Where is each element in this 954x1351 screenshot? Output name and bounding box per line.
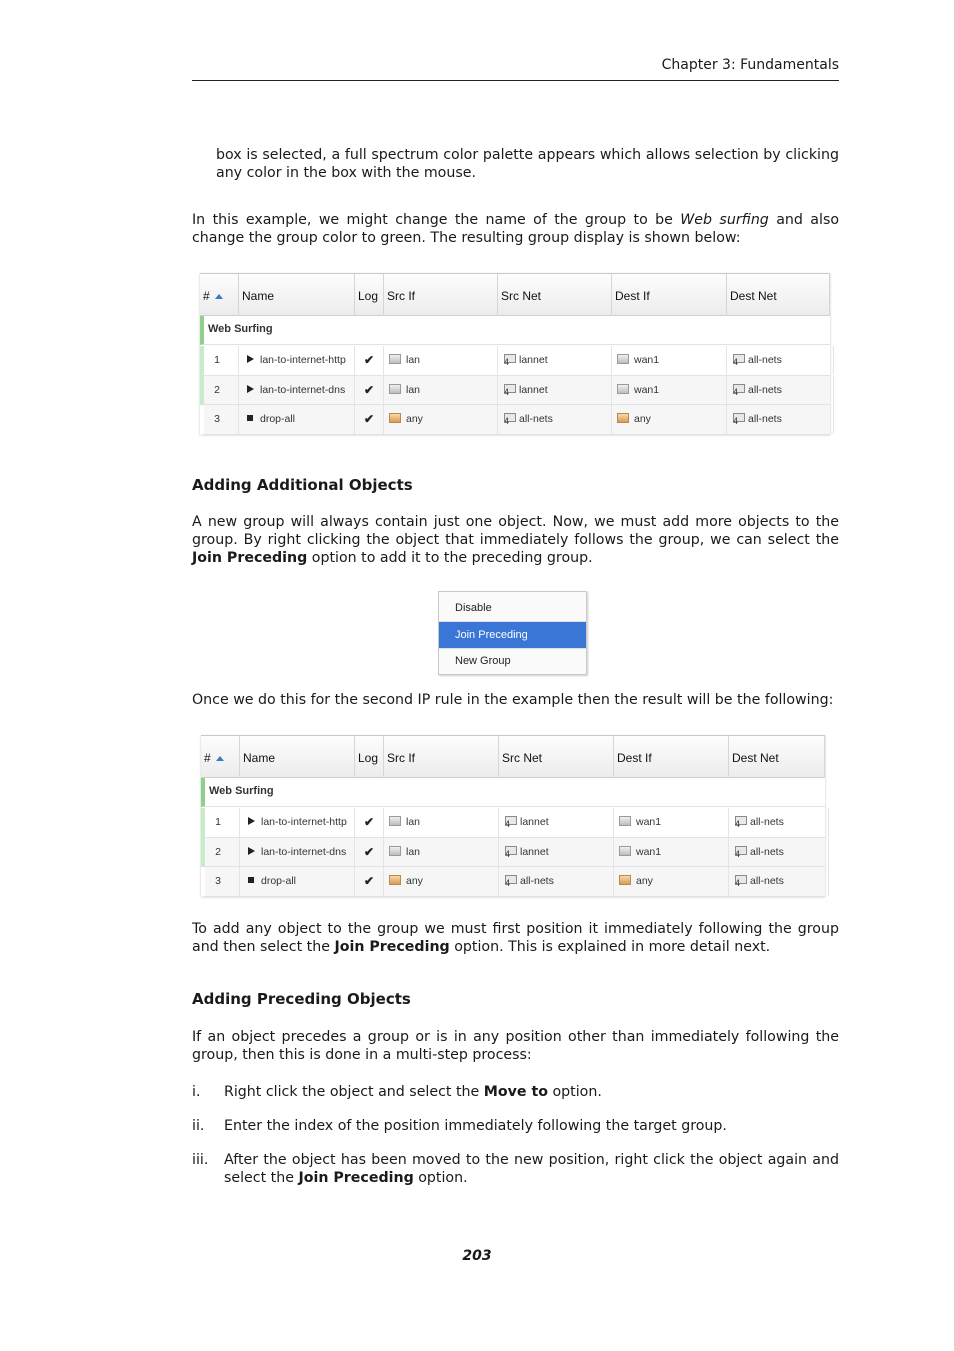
cell-value: all-nets: [519, 413, 553, 425]
cell-value: lannet: [520, 845, 549, 858]
step-bold: Move to: [483, 1084, 548, 1100]
cell-log: [355, 376, 384, 405]
allow-action-icon: [248, 817, 255, 825]
column-header-label: Src If: [387, 751, 416, 765]
example-paragraph: [192, 211, 839, 247]
rule-index: 2: [214, 383, 220, 396]
group-row[interactable]: Web Surfing: [201, 778, 825, 807]
log-check-icon: ✔: [363, 382, 375, 397]
menu-item-new-group[interactable]: New Group: [455, 655, 511, 667]
group-name-italic: Web surfing: [680, 212, 769, 228]
table-header: [200, 274, 830, 316]
interface-icon: [617, 384, 629, 394]
interface-icon: [389, 816, 401, 826]
rule-name: lan-to-internet-dns: [261, 845, 347, 858]
page-number: 203: [462, 1248, 492, 1264]
cell-log: [355, 405, 384, 434]
column-header-label: Src Net: [501, 289, 542, 303]
cell-log: [355, 838, 384, 867]
column-header[interactable]: [729, 736, 825, 778]
network-address-icon: [734, 846, 746, 857]
table-row[interactable]: [200, 405, 830, 435]
column-header[interactable]: [727, 274, 830, 316]
step-text-before: After the object has been moved to the new position, right click the object again and select the: [224, 1152, 839, 1186]
interface-icon: [617, 413, 629, 423]
rule-table-2: [201, 735, 825, 896]
column-header-label: Name: [242, 289, 275, 303]
cell-value: all-nets: [748, 354, 782, 366]
add-text-after: option. This is explained in more detail next.: [449, 939, 771, 955]
network-address-icon: [504, 875, 516, 886]
column-header-label: Dest Net: [730, 289, 777, 303]
cell-dest-if: [614, 867, 729, 896]
rule-index: 1: [215, 816, 221, 828]
cell-value: any: [406, 875, 423, 887]
cell-num: [200, 346, 239, 375]
example-text-before: In this example, we might change the name of the group to be: [192, 212, 681, 228]
cell-value: lan: [406, 383, 421, 396]
cell-name: [239, 405, 355, 434]
cell-log: [355, 808, 384, 837]
cell-value: wan1: [634, 383, 660, 396]
cell-dest-if: [614, 808, 729, 837]
rule-name: drop-all: [261, 875, 297, 887]
allow-action-icon: [247, 355, 254, 363]
network-address-icon: [503, 354, 515, 365]
cell-num: [200, 376, 239, 405]
step-text-before: Enter the index of the position immediately following the target group.: [224, 1118, 727, 1134]
cell-value: lan: [406, 354, 421, 366]
table-row[interactable]: [201, 838, 825, 868]
network-address-icon: [503, 413, 515, 424]
rule-index: 1: [214, 354, 220, 366]
cell-log: [355, 867, 384, 896]
step-number: i.: [192, 1084, 201, 1100]
step-text-after: option.: [413, 1170, 468, 1186]
cell-value: any: [636, 875, 653, 887]
cell-dest-if: [614, 838, 729, 867]
step-number: ii.: [192, 1118, 205, 1134]
log-check-icon: ✔: [363, 353, 375, 367]
allow-action-icon: [247, 385, 254, 393]
column-header[interactable]: [499, 736, 614, 778]
cell-value: lan: [406, 845, 421, 858]
log-check-icon: ✔: [363, 874, 375, 888]
step-text: [224, 1117, 839, 1135]
column-header-label: #: [204, 751, 211, 765]
cell-value: wan1: [634, 354, 660, 366]
network-address-icon: [503, 384, 515, 395]
drop-action-icon: [248, 877, 254, 883]
network-address-icon: [732, 413, 744, 424]
cell-num: [201, 867, 240, 896]
add-paragraph: [192, 920, 839, 956]
cell-src-if: [384, 808, 499, 837]
interface-icon: [619, 846, 631, 856]
table-row[interactable]: [201, 808, 825, 838]
cell-dest-net: [729, 838, 829, 867]
rule-index: 3: [215, 875, 221, 887]
cell-value: all-nets: [748, 383, 782, 396]
drop-action-icon: [247, 415, 253, 421]
cell-src-net: [499, 808, 614, 837]
cell-value: lannet: [519, 354, 548, 366]
rule-table-1: [200, 273, 830, 434]
column-header-label: Dest Net: [732, 751, 779, 765]
section-heading-additional: Adding Additional Objects: [192, 476, 413, 494]
network-address-icon: [504, 816, 516, 827]
menu-item-join-preceding[interactable]: Join Preceding: [439, 622, 586, 648]
section2-paragraph: If an object precedes a group or is in any position other than immediately following the group, then this is done in a multi-step process:: [192, 1029, 839, 1063]
network-address-icon: [732, 354, 744, 365]
section1-text-before: A new group will always contain just one object. Now, we must add more objects to the group. By right clicking the object that immediately follows the group, we can select the: [192, 514, 839, 548]
cell-value: any: [406, 413, 423, 425]
interface-icon: [389, 354, 401, 364]
table-row[interactable]: [200, 346, 830, 376]
interface-icon: [389, 875, 401, 885]
network-address-icon: [734, 816, 746, 827]
column-header[interactable]: [498, 274, 612, 316]
cell-value: all-nets: [748, 413, 782, 425]
cell-num: [201, 808, 240, 837]
table-header: [201, 736, 825, 778]
column-header[interactable]: [384, 274, 498, 316]
step-number: iii.: [192, 1152, 209, 1168]
cell-value: wan1: [636, 816, 662, 828]
log-check-icon: ✔: [363, 815, 375, 829]
log-check-icon: ✔: [363, 412, 375, 426]
step-bold: Join Preceding: [298, 1170, 414, 1186]
cell-src-if: [384, 346, 498, 375]
interface-icon: [389, 846, 401, 856]
interface-icon: [619, 875, 631, 885]
cell-dest-if: [612, 405, 727, 434]
rule-name: lan-to-internet-http: [260, 354, 346, 366]
join-preceding-bold: Join Preceding: [192, 550, 308, 566]
column-header-label: Name: [243, 751, 276, 765]
column-header[interactable]: [240, 736, 355, 778]
sort-ascending-icon[interactable]: [215, 294, 223, 299]
cell-src-if: [384, 376, 498, 405]
cell-value: lan: [406, 816, 421, 828]
cell-name: [239, 376, 355, 405]
sort-ascending-icon[interactable]: [216, 756, 224, 761]
cell-src-net: [499, 867, 614, 896]
cell-name: [239, 346, 355, 375]
cell-value: wan1: [636, 845, 662, 858]
cell-src-net: [498, 376, 612, 405]
column-header[interactable]: [614, 736, 729, 778]
cell-value: any: [634, 413, 651, 425]
log-check-icon: ✔: [363, 844, 375, 859]
column-header[interactable]: [355, 736, 384, 778]
cell-num: [201, 838, 240, 867]
step-text-after: option.: [547, 1084, 602, 1100]
column-header-label: #: [203, 289, 210, 303]
cell-dest-net: [727, 376, 834, 405]
running-header: [192, 56, 839, 81]
section1-paragraph: [192, 513, 839, 567]
rule-name: lan-to-internet-dns: [260, 383, 346, 396]
cell-src-if: [384, 838, 499, 867]
column-header-label: Dest If: [615, 289, 650, 303]
result-paragraph: Once we do this for the second IP rule in the example then the result will be the following:: [192, 692, 834, 708]
column-header-label: Src Net: [502, 751, 543, 765]
cell-src-net: [498, 346, 612, 375]
cell-src-if: [384, 405, 498, 434]
cell-value: all-nets: [520, 875, 554, 887]
table-row[interactable]: [200, 376, 830, 406]
interface-icon: [389, 413, 401, 423]
cell-dest-net: [727, 346, 834, 375]
cell-src-if: [384, 867, 499, 896]
cell-num: [200, 405, 239, 434]
chapter-title: Chapter 3: Fundamentals: [661, 57, 839, 73]
context-menu: [438, 591, 587, 675]
cell-value: all-nets: [750, 816, 784, 828]
column-header-label: Log: [358, 751, 379, 765]
cell-src-net: [498, 405, 612, 434]
cell-dest-net: [729, 867, 829, 896]
cell-value: lannet: [519, 383, 548, 396]
table-row[interactable]: [201, 867, 825, 897]
menu-item-disable[interactable]: Disable: [455, 602, 492, 614]
rule-name: lan-to-internet-http: [261, 816, 347, 828]
cell-dest-net: [729, 808, 829, 837]
network-address-icon: [732, 384, 744, 395]
column-header[interactable]: [355, 274, 384, 316]
intro-paragraph: box is selected, a full spectrum color palette appears which allows selection by clicking any color in the box with the mouse.: [216, 147, 839, 181]
add-text-before: To add any object to the group we must first position it immediately following the group and then select the: [192, 921, 839, 955]
section1-text-after: option to add it to the preceding group.: [307, 550, 593, 566]
cell-name: [240, 838, 355, 867]
column-header-label: Dest If: [617, 751, 652, 765]
network-address-icon: [734, 875, 746, 886]
step-text-before: Right click the object and select the: [224, 1084, 484, 1100]
interface-icon: [389, 384, 401, 394]
cell-log: [355, 346, 384, 375]
allow-action-icon: [248, 847, 255, 855]
column-header-label: Src If: [387, 289, 416, 303]
step-text: [224, 1083, 839, 1101]
section-heading-preceding: Adding Preceding Objects: [192, 990, 411, 1008]
interface-icon: [617, 354, 629, 364]
cell-src-net: [499, 838, 614, 867]
cell-name: [240, 808, 355, 837]
interface-icon: [619, 816, 631, 826]
example-text-after: and also change the group color to green. The resulting group display is shown below:: [192, 212, 840, 246]
cell-dest-if: [612, 346, 727, 375]
cell-value: lannet: [520, 816, 549, 828]
column-header[interactable]: [612, 274, 727, 316]
column-header-label: Log: [358, 289, 379, 303]
rule-name: drop-all: [260, 413, 296, 425]
cell-value: all-nets: [750, 845, 784, 858]
join-preceding-bold: Join Preceding: [334, 939, 450, 955]
rule-index: 3: [214, 413, 220, 425]
cell-name: [240, 867, 355, 896]
cell-value: all-nets: [750, 875, 784, 887]
column-header[interactable]: [200, 274, 239, 316]
cell-dest-net: [727, 405, 834, 434]
column-header[interactable]: [201, 736, 240, 778]
cell-dest-if: [612, 376, 727, 405]
network-address-icon: [504, 846, 516, 857]
step-text: [224, 1151, 839, 1187]
group-row[interactable]: Web Surfing: [200, 316, 830, 345]
column-header[interactable]: [239, 274, 355, 316]
column-header[interactable]: [384, 736, 499, 778]
rule-index: 2: [215, 845, 221, 858]
